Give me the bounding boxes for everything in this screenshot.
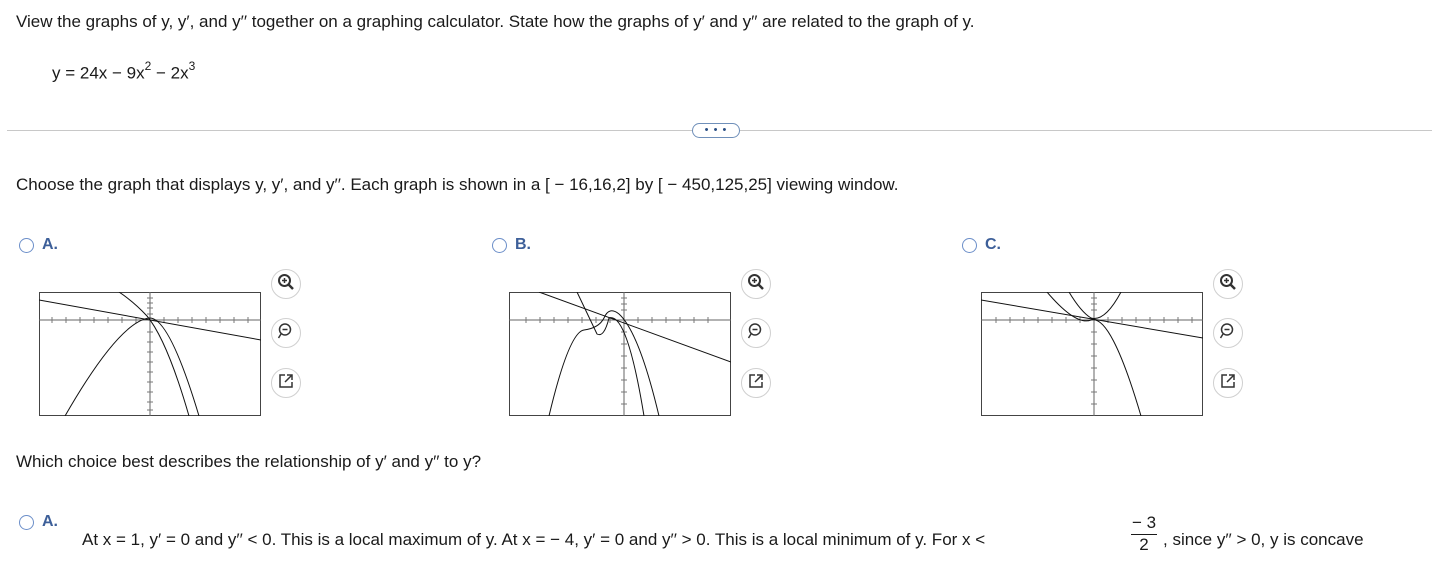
- part1-prompt: Choose the graph that displays y, y′, and y′′. Each graph is shown in a [ − 16,16,2] by [ − 450,125,25] viewing window.: [16, 175, 899, 194]
- option-c-label: C.: [985, 236, 1001, 253]
- open-window-icon: [1220, 373, 1236, 394]
- question-prompt: View the graphs of y, y′, and y′′ together on a graphing calculator. State how the graphs of y′ and y′′ are related to the graph of y.: [16, 12, 975, 31]
- equation-exponent-2: 3: [188, 59, 196, 73]
- zoom-out-icon: [277, 322, 295, 345]
- fraction-numerator: − 3: [1131, 513, 1157, 532]
- zoom-in-button-b[interactable]: [741, 269, 771, 299]
- radio-button-icon[interactable]: [19, 238, 34, 253]
- open-window-button-c[interactable]: [1213, 368, 1243, 398]
- equation-lhs: y = 24x − 9x: [52, 63, 145, 83]
- part2-option-a-label: A.: [42, 513, 58, 530]
- option-a-radio[interactable]: [19, 236, 58, 254]
- zoom-in-icon: [747, 273, 765, 296]
- option-a-label: A.: [42, 236, 58, 253]
- zoom-in-icon: [277, 273, 295, 296]
- graph-b: [509, 292, 731, 416]
- zoom-out-icon: [1219, 322, 1237, 345]
- open-window-button-a[interactable]: [271, 368, 301, 398]
- fraction: [1131, 513, 1157, 555]
- zoom-out-icon: [747, 322, 765, 345]
- zoom-in-icon: [1219, 273, 1237, 296]
- option-b-radio[interactable]: [492, 236, 531, 254]
- zoom-out-button-c[interactable]: [1213, 318, 1243, 348]
- part2-option-a-text: At x = 1, y′ = 0 and y′′ < 0. This is a local maximum of y. At x = − 4, y′ = 0 and y′′ > 0. This is a local minimum of y. For x <: [82, 530, 986, 549]
- part2-option-a-radio[interactable]: [19, 513, 58, 531]
- open-window-icon: [748, 373, 764, 394]
- radio-button-icon[interactable]: [19, 515, 34, 530]
- part2-prompt: Which choice best describes the relationship of y′ and y′′ to y?: [16, 452, 482, 471]
- radio-button-icon[interactable]: [962, 238, 977, 253]
- graph-c: [981, 292, 1203, 416]
- zoom-out-button-a[interactable]: [271, 318, 301, 348]
- zoom-in-button-c[interactable]: [1213, 269, 1243, 299]
- open-window-icon: [278, 373, 294, 394]
- radio-button-icon[interactable]: [492, 238, 507, 253]
- open-window-button-b[interactable]: [741, 368, 771, 398]
- fraction-denominator: 2: [1139, 535, 1149, 554]
- zoom-out-button-b[interactable]: [741, 318, 771, 348]
- option-b-label: B.: [515, 236, 531, 253]
- equation-mid: − 2x: [151, 63, 189, 83]
- part2-option-a-tail: , since y′′ > 0, y is concave: [1163, 530, 1364, 549]
- equation-exponent-1: 2: [144, 59, 152, 73]
- more-button[interactable]: • • •: [692, 123, 740, 138]
- equation: [52, 61, 195, 84]
- graph-a: [39, 292, 261, 416]
- option-c-radio[interactable]: [962, 236, 1001, 254]
- zoom-in-button-a[interactable]: [271, 269, 301, 299]
